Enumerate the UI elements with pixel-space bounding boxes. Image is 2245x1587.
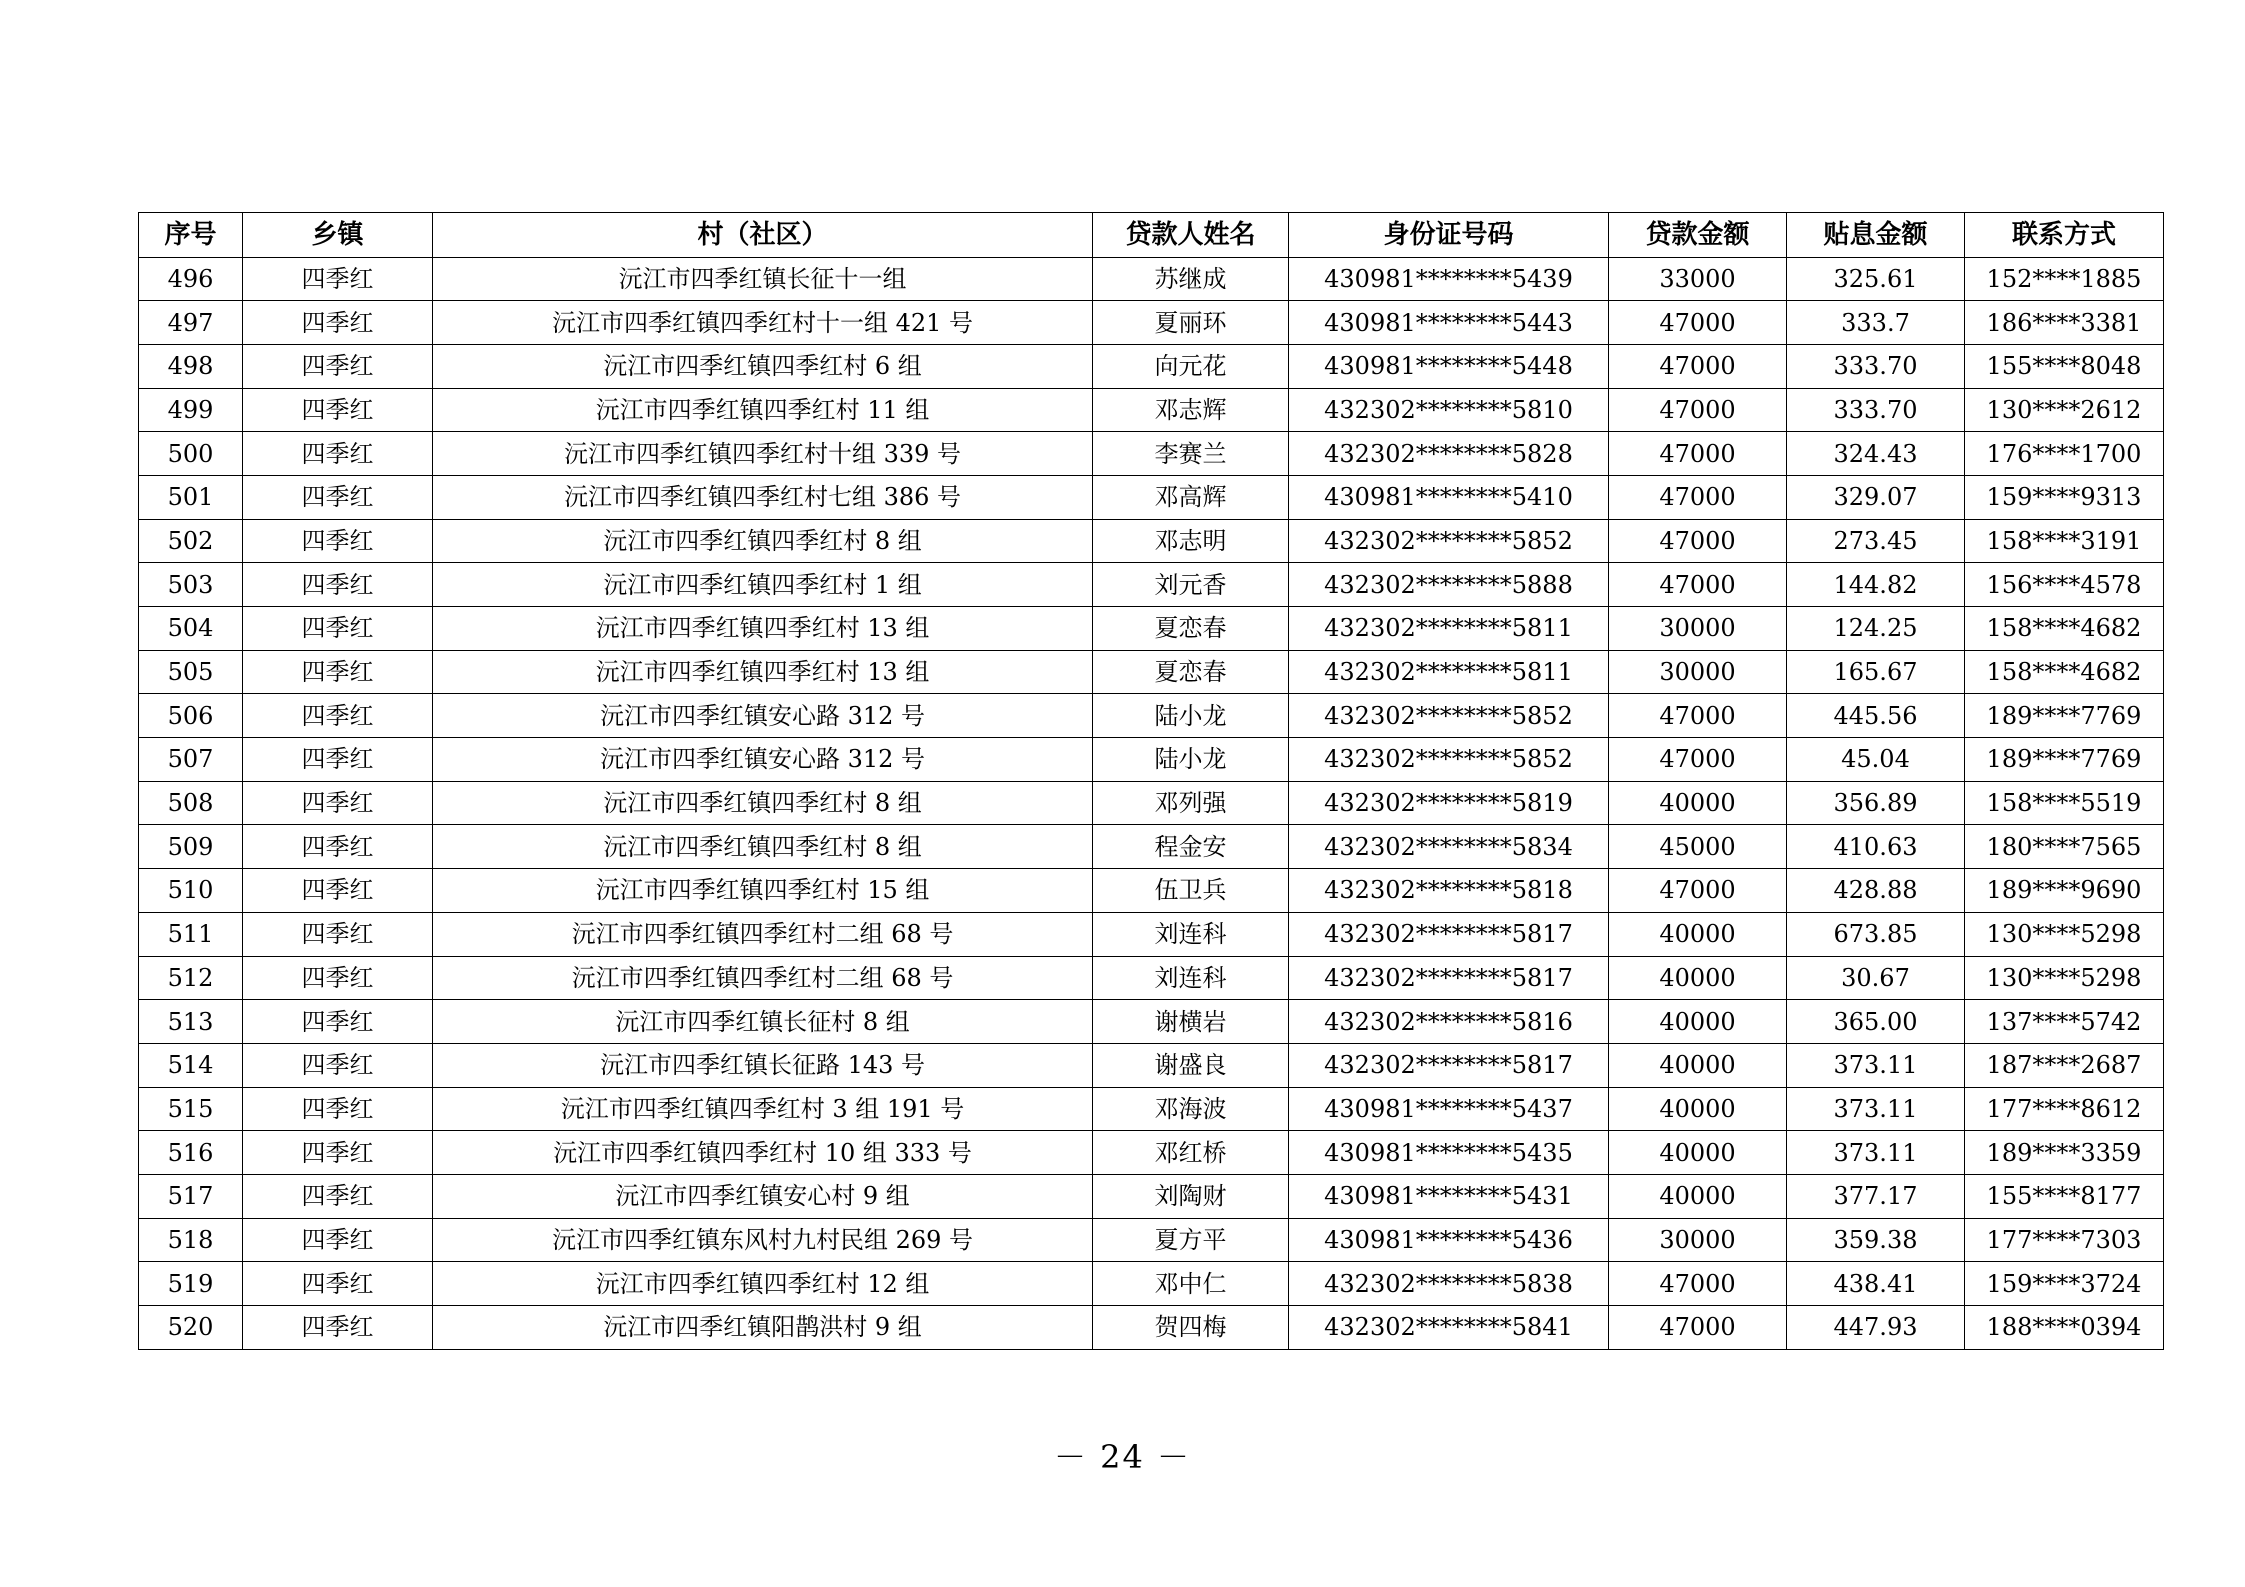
cell-loan-amount: 47000	[1609, 694, 1787, 738]
cell-contact: 159****3724	[1965, 1262, 2164, 1306]
cell-borrower-name: 程金安	[1093, 825, 1289, 869]
cell-interest-subsidy: 365.00	[1787, 1000, 1965, 1044]
cell-seq: 499	[139, 388, 243, 432]
cell-interest-subsidy: 377.17	[1787, 1174, 1965, 1218]
header-loan-amount: 贷款金额	[1609, 213, 1787, 258]
cell-contact: 158****5519	[1965, 781, 2164, 825]
table-row	[139, 607, 2164, 651]
cell-seq: 497	[139, 301, 243, 345]
cell-loan-amount: 47000	[1609, 1306, 1787, 1350]
cell-seq: 516	[139, 1131, 243, 1175]
header-id-number: 身份证号码	[1289, 213, 1609, 258]
cell-village: 沅江市四季红镇四季红村 13 组	[433, 650, 1093, 694]
cell-id-number: 432302********5811	[1289, 650, 1609, 694]
table-row	[139, 694, 2164, 738]
cell-seq: 514	[139, 1043, 243, 1087]
cell-interest-subsidy: 673.85	[1787, 912, 1965, 956]
cell-contact: 189****7769	[1965, 738, 2164, 782]
header-contact: 联系方式	[1965, 213, 2164, 258]
table-row	[139, 388, 2164, 432]
cell-loan-amount: 33000	[1609, 257, 1787, 301]
table-row	[139, 1087, 2164, 1131]
cell-id-number: 430981********5443	[1289, 301, 1609, 345]
cell-village: 沅江市四季红镇安心路 312 号	[433, 694, 1093, 738]
cell-interest-subsidy: 144.82	[1787, 563, 1965, 607]
cell-loan-amount: 30000	[1609, 1218, 1787, 1262]
table-row	[139, 956, 2164, 1000]
cell-village: 沅江市四季红镇阳鹊洪村 9 组	[433, 1306, 1093, 1350]
cell-id-number: 432302********5817	[1289, 956, 1609, 1000]
cell-seq: 508	[139, 781, 243, 825]
cell-village: 沅江市四季红镇四季红村 8 组	[433, 825, 1093, 869]
table-row	[139, 301, 2164, 345]
cell-contact: 130****5298	[1965, 956, 2164, 1000]
cell-seq: 517	[139, 1174, 243, 1218]
cell-village: 沅江市四季红镇四季红村 10 组 333 号	[433, 1131, 1093, 1175]
cell-borrower-name: 刘连科	[1093, 912, 1289, 956]
cell-borrower-name: 陆小龙	[1093, 694, 1289, 738]
cell-contact: 158****4682	[1965, 650, 2164, 694]
cell-village: 沅江市四季红镇四季红村 13 组	[433, 607, 1093, 651]
cell-borrower-name: 邓红桥	[1093, 1131, 1289, 1175]
cell-borrower-name: 夏方平	[1093, 1218, 1289, 1262]
header-row	[139, 213, 2164, 258]
cell-id-number: 432302********5841	[1289, 1306, 1609, 1350]
cell-id-number: 430981********5437	[1289, 1087, 1609, 1131]
table-body	[139, 257, 2164, 1349]
cell-loan-amount: 47000	[1609, 563, 1787, 607]
cell-id-number: 432302********5838	[1289, 1262, 1609, 1306]
cell-loan-amount: 47000	[1609, 869, 1787, 913]
cell-loan-amount: 47000	[1609, 344, 1787, 388]
cell-id-number: 432302********5852	[1289, 519, 1609, 563]
cell-interest-subsidy: 165.67	[1787, 650, 1965, 694]
cell-interest-subsidy: 428.88	[1787, 869, 1965, 913]
cell-town: 四季红	[243, 912, 433, 956]
cell-loan-amount: 40000	[1609, 781, 1787, 825]
cell-contact: 189****3359	[1965, 1131, 2164, 1175]
cell-seq: 501	[139, 475, 243, 519]
cell-id-number: 432302********5811	[1289, 607, 1609, 651]
cell-loan-amount: 47000	[1609, 519, 1787, 563]
cell-borrower-name: 邓志辉	[1093, 388, 1289, 432]
table-row	[139, 781, 2164, 825]
cell-town: 四季红	[243, 694, 433, 738]
cell-borrower-name: 刘元香	[1093, 563, 1289, 607]
table-row	[139, 344, 2164, 388]
cell-town: 四季红	[243, 301, 433, 345]
table-row	[139, 1306, 2164, 1350]
cell-town: 四季红	[243, 1043, 433, 1087]
cell-village: 沅江市四季红镇四季红村 8 组	[433, 519, 1093, 563]
table-row	[139, 825, 2164, 869]
cell-contact: 155****8177	[1965, 1174, 2164, 1218]
cell-borrower-name: 邓志明	[1093, 519, 1289, 563]
cell-seq: 505	[139, 650, 243, 694]
table-row	[139, 475, 2164, 519]
cell-interest-subsidy: 333.7	[1787, 301, 1965, 345]
table-row	[139, 650, 2164, 694]
cell-contact: 158****4682	[1965, 607, 2164, 651]
cell-borrower-name: 夏丽环	[1093, 301, 1289, 345]
cell-id-number: 430981********5435	[1289, 1131, 1609, 1175]
cell-loan-amount: 47000	[1609, 738, 1787, 782]
cell-contact: 177****8612	[1965, 1087, 2164, 1131]
cell-village: 沅江市四季红镇四季红村 11 组	[433, 388, 1093, 432]
cell-seq: 510	[139, 869, 243, 913]
cell-seq: 496	[139, 257, 243, 301]
cell-contact: 189****9690	[1965, 869, 2164, 913]
cell-interest-subsidy: 445.56	[1787, 694, 1965, 738]
cell-town: 四季红	[243, 519, 433, 563]
cell-loan-amount: 40000	[1609, 1087, 1787, 1131]
cell-seq: 511	[139, 912, 243, 956]
cell-town: 四季红	[243, 869, 433, 913]
cell-loan-amount: 45000	[1609, 825, 1787, 869]
cell-id-number: 432302********5888	[1289, 563, 1609, 607]
table-row	[139, 1174, 2164, 1218]
table-row	[139, 432, 2164, 476]
header-interest-subsidy: 贴息金额	[1787, 213, 1965, 258]
cell-town: 四季红	[243, 1262, 433, 1306]
loan-table	[138, 212, 2164, 1350]
cell-village: 沅江市四季红镇四季红村 8 组	[433, 781, 1093, 825]
cell-contact: 155****8048	[1965, 344, 2164, 388]
cell-id-number: 430981********5431	[1289, 1174, 1609, 1218]
cell-borrower-name: 苏继成	[1093, 257, 1289, 301]
cell-village: 沅江市四季红镇四季红村十组 339 号	[433, 432, 1093, 476]
table-row	[139, 519, 2164, 563]
cell-contact: 176****1700	[1965, 432, 2164, 476]
cell-borrower-name: 向元花	[1093, 344, 1289, 388]
cell-town: 四季红	[243, 1131, 433, 1175]
cell-town: 四季红	[243, 388, 433, 432]
cell-contact: 159****9313	[1965, 475, 2164, 519]
cell-contact: 130****5298	[1965, 912, 2164, 956]
cell-seq: 500	[139, 432, 243, 476]
table-row	[139, 1043, 2164, 1087]
cell-town: 四季红	[243, 1218, 433, 1262]
cell-interest-subsidy: 356.89	[1787, 781, 1965, 825]
cell-seq: 507	[139, 738, 243, 782]
table-header	[139, 213, 2164, 258]
cell-borrower-name: 邓海波	[1093, 1087, 1289, 1131]
cell-town: 四季红	[243, 781, 433, 825]
cell-seq: 498	[139, 344, 243, 388]
cell-seq: 506	[139, 694, 243, 738]
cell-contact: 188****0394	[1965, 1306, 2164, 1350]
cell-id-number: 432302********5852	[1289, 738, 1609, 782]
cell-town: 四季红	[243, 1174, 433, 1218]
cell-borrower-name: 邓高辉	[1093, 475, 1289, 519]
cell-interest-subsidy: 333.70	[1787, 388, 1965, 432]
header-town: 乡镇	[243, 213, 433, 258]
cell-interest-subsidy: 333.70	[1787, 344, 1965, 388]
cell-loan-amount: 40000	[1609, 1131, 1787, 1175]
cell-seq: 519	[139, 1262, 243, 1306]
cell-interest-subsidy: 359.38	[1787, 1218, 1965, 1262]
cell-village: 沅江市四季红镇四季红村 3 组 191 号	[433, 1087, 1093, 1131]
cell-town: 四季红	[243, 475, 433, 519]
header-village: 村（社区）	[433, 213, 1093, 258]
cell-town: 四季红	[243, 650, 433, 694]
header-seq: 序号	[139, 213, 243, 258]
cell-id-number: 432302********5810	[1289, 388, 1609, 432]
cell-town: 四季红	[243, 738, 433, 782]
cell-id-number: 432302********5834	[1289, 825, 1609, 869]
header-borrower-name: 贷款人姓名	[1093, 213, 1289, 258]
cell-interest-subsidy: 447.93	[1787, 1306, 1965, 1350]
cell-id-number: 432302********5816	[1289, 1000, 1609, 1044]
cell-borrower-name: 夏恋春	[1093, 607, 1289, 651]
cell-contact: 180****7565	[1965, 825, 2164, 869]
cell-contact: 187****2687	[1965, 1043, 2164, 1087]
cell-contact: 177****7303	[1965, 1218, 2164, 1262]
cell-village: 沅江市四季红镇安心路 312 号	[433, 738, 1093, 782]
cell-id-number: 432302********5819	[1289, 781, 1609, 825]
cell-contact: 186****3381	[1965, 301, 2164, 345]
cell-loan-amount: 40000	[1609, 956, 1787, 1000]
table-row	[139, 1131, 2164, 1175]
cell-village: 沅江市四季红镇四季红村 12 组	[433, 1262, 1093, 1306]
cell-seq: 503	[139, 563, 243, 607]
cell-borrower-name: 贺四梅	[1093, 1306, 1289, 1350]
cell-contact: 130****2612	[1965, 388, 2164, 432]
cell-borrower-name: 邓中仁	[1093, 1262, 1289, 1306]
cell-seq: 518	[139, 1218, 243, 1262]
cell-borrower-name: 刘陶财	[1093, 1174, 1289, 1218]
cell-village: 沅江市四季红镇安心村 9 组	[433, 1174, 1093, 1218]
cell-contact: 189****7769	[1965, 694, 2164, 738]
table-row	[139, 869, 2164, 913]
cell-contact: 152****1885	[1965, 257, 2164, 301]
cell-borrower-name: 陆小龙	[1093, 738, 1289, 782]
cell-seq: 515	[139, 1087, 243, 1131]
cell-village: 沅江市四季红镇四季红村二组 68 号	[433, 956, 1093, 1000]
cell-interest-subsidy: 410.63	[1787, 825, 1965, 869]
cell-interest-subsidy: 124.25	[1787, 607, 1965, 651]
cell-contact: 158****3191	[1965, 519, 2164, 563]
cell-seq: 504	[139, 607, 243, 651]
table-row	[139, 912, 2164, 956]
cell-village: 沅江市四季红镇长征村 8 组	[433, 1000, 1093, 1044]
cell-borrower-name: 伍卫兵	[1093, 869, 1289, 913]
cell-borrower-name: 谢盛良	[1093, 1043, 1289, 1087]
cell-seq: 513	[139, 1000, 243, 1044]
cell-town: 四季红	[243, 563, 433, 607]
cell-town: 四季红	[243, 1087, 433, 1131]
cell-interest-subsidy: 373.11	[1787, 1087, 1965, 1131]
table-row	[139, 1262, 2164, 1306]
cell-village: 沅江市四季红镇长征十一组	[433, 257, 1093, 301]
cell-id-number: 430981********5410	[1289, 475, 1609, 519]
cell-borrower-name: 夏恋春	[1093, 650, 1289, 694]
table-row	[139, 257, 2164, 301]
cell-village: 沅江市四季红镇四季红村十一组 421 号	[433, 301, 1093, 345]
cell-interest-subsidy: 373.11	[1787, 1131, 1965, 1175]
cell-town: 四季红	[243, 344, 433, 388]
cell-contact: 156****4578	[1965, 563, 2164, 607]
cell-borrower-name: 李赛兰	[1093, 432, 1289, 476]
cell-id-number: 430981********5448	[1289, 344, 1609, 388]
cell-loan-amount: 47000	[1609, 301, 1787, 345]
cell-interest-subsidy: 324.43	[1787, 432, 1965, 476]
cell-loan-amount: 47000	[1609, 475, 1787, 519]
cell-village: 沅江市四季红镇四季红村 1 组	[433, 563, 1093, 607]
cell-interest-subsidy: 273.45	[1787, 519, 1965, 563]
cell-loan-amount: 30000	[1609, 650, 1787, 694]
cell-town: 四季红	[243, 956, 433, 1000]
cell-contact: 137****5742	[1965, 1000, 2164, 1044]
cell-village: 沅江市四季红镇四季红村七组 386 号	[433, 475, 1093, 519]
table-row	[139, 563, 2164, 607]
cell-town: 四季红	[243, 1306, 433, 1350]
cell-id-number: 432302********5817	[1289, 1043, 1609, 1087]
cell-id-number: 430981********5439	[1289, 257, 1609, 301]
cell-village: 沅江市四季红镇四季红村 15 组	[433, 869, 1093, 913]
cell-seq: 509	[139, 825, 243, 869]
cell-interest-subsidy: 438.41	[1787, 1262, 1965, 1306]
cell-id-number: 432302********5852	[1289, 694, 1609, 738]
cell-borrower-name: 谢横岩	[1093, 1000, 1289, 1044]
cell-id-number: 432302********5818	[1289, 869, 1609, 913]
cell-interest-subsidy: 373.11	[1787, 1043, 1965, 1087]
cell-loan-amount: 30000	[1609, 607, 1787, 651]
cell-loan-amount: 47000	[1609, 388, 1787, 432]
cell-interest-subsidy: 45.04	[1787, 738, 1965, 782]
cell-borrower-name: 刘连科	[1093, 956, 1289, 1000]
cell-town: 四季红	[243, 825, 433, 869]
cell-interest-subsidy: 325.61	[1787, 257, 1965, 301]
cell-loan-amount: 40000	[1609, 912, 1787, 956]
cell-town: 四季红	[243, 257, 433, 301]
table-row	[139, 1000, 2164, 1044]
cell-loan-amount: 47000	[1609, 1262, 1787, 1306]
cell-seq: 520	[139, 1306, 243, 1350]
cell-seq: 502	[139, 519, 243, 563]
table-row	[139, 738, 2164, 782]
cell-village: 沅江市四季红镇四季红村 6 组	[433, 344, 1093, 388]
cell-town: 四季红	[243, 1000, 433, 1044]
cell-village: 沅江市四季红镇东风村九村民组 269 号	[433, 1218, 1093, 1262]
cell-town: 四季红	[243, 432, 433, 476]
cell-town: 四季红	[243, 607, 433, 651]
cell-seq: 512	[139, 956, 243, 1000]
page-number: － 24 －	[1053, 1438, 1192, 1476]
table-row	[139, 1218, 2164, 1262]
cell-interest-subsidy: 329.07	[1787, 475, 1965, 519]
cell-village: 沅江市四季红镇长征路 143 号	[433, 1043, 1093, 1087]
cell-interest-subsidy: 30.67	[1787, 956, 1965, 1000]
cell-id-number: 432302********5817	[1289, 912, 1609, 956]
cell-borrower-name: 邓列强	[1093, 781, 1289, 825]
cell-loan-amount: 47000	[1609, 432, 1787, 476]
cell-id-number: 430981********5436	[1289, 1218, 1609, 1262]
cell-id-number: 432302********5828	[1289, 432, 1609, 476]
cell-village: 沅江市四季红镇四季红村二组 68 号	[433, 912, 1093, 956]
cell-loan-amount: 40000	[1609, 1000, 1787, 1044]
cell-loan-amount: 40000	[1609, 1174, 1787, 1218]
cell-loan-amount: 40000	[1609, 1043, 1787, 1087]
